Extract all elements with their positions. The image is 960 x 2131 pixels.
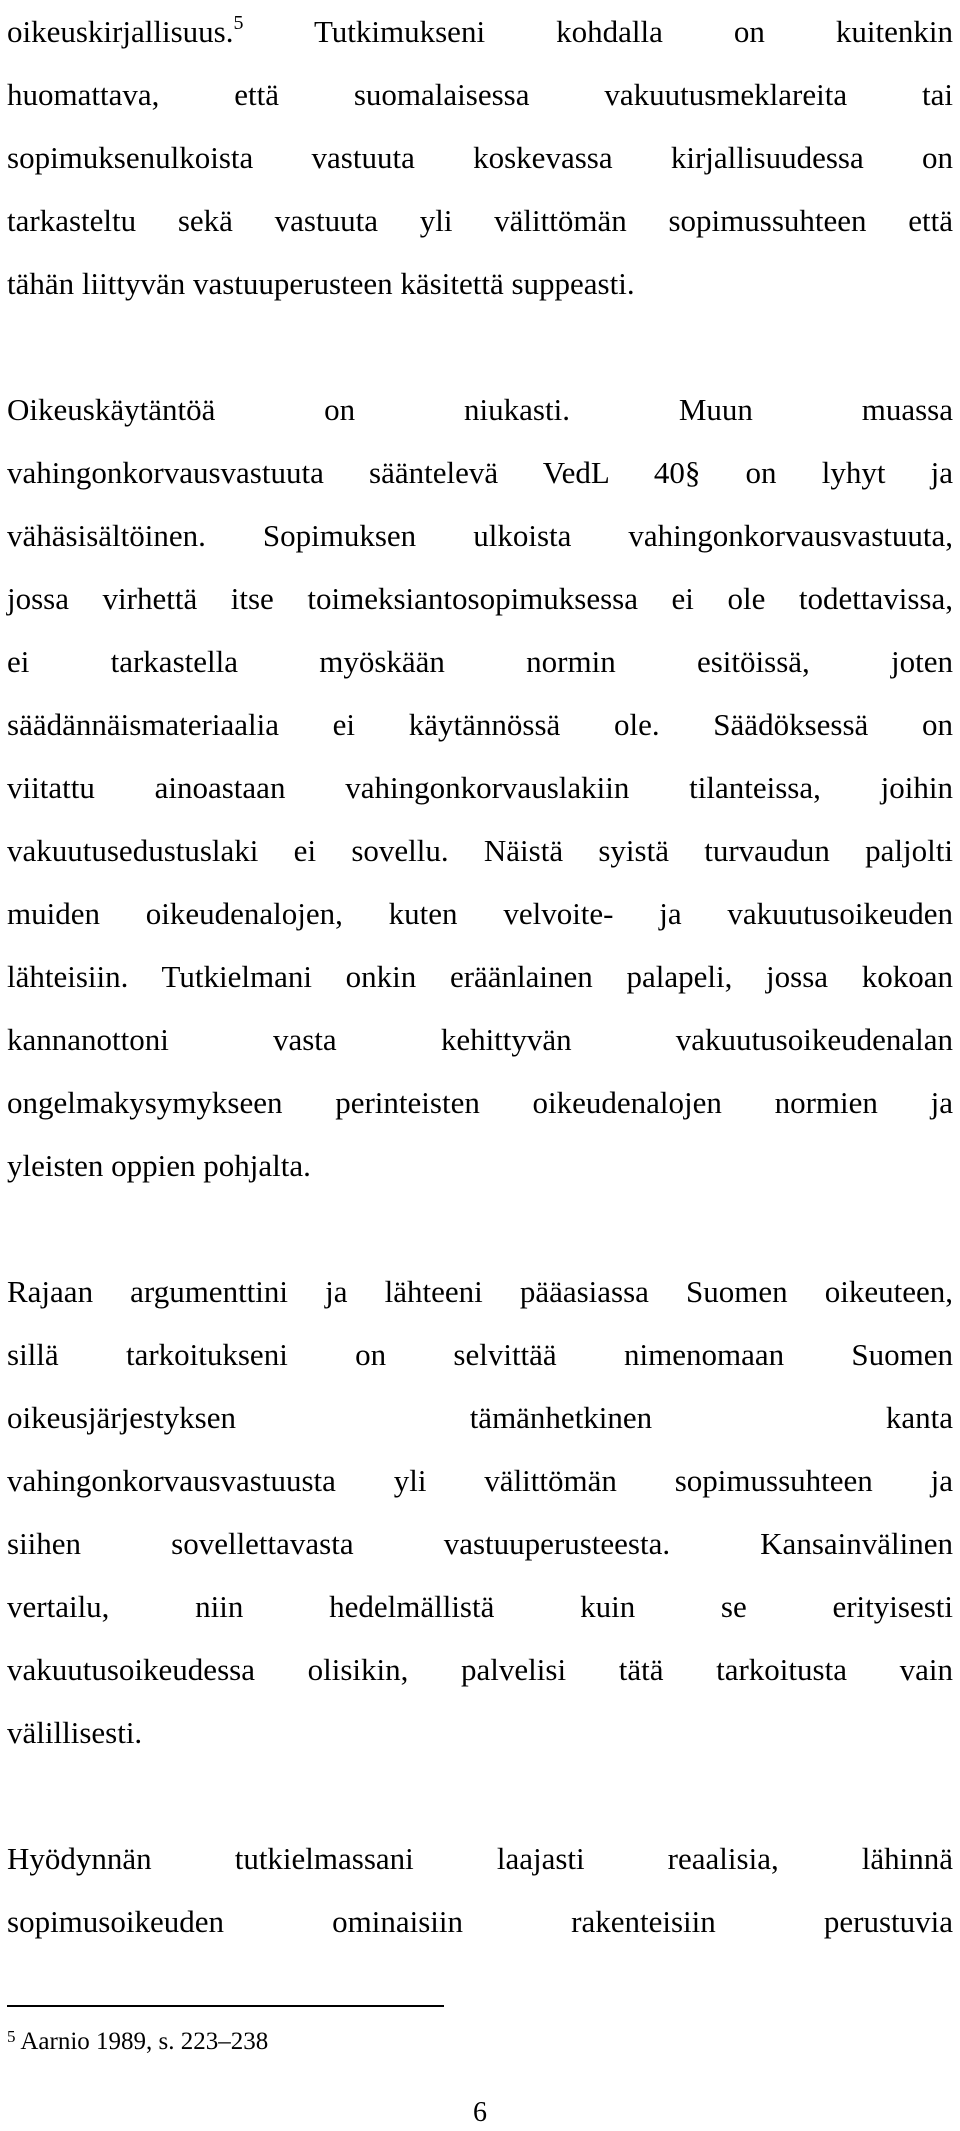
paragraph-line: vertailu, niin hedelmällistä kuin se erityisesti [7, 1589, 953, 1624]
paragraph-line: kannanottoni vasta kehittyvän vakuutusoikeudenalan [7, 1022, 953, 1057]
paragraph-line: vahingonkorvausvastuuta sääntelevä VedL 40§ on lyhyt ja [7, 455, 953, 490]
line-text: oikeuskirjallisuus. [7, 14, 234, 49]
paragraph-line: sopimuksenulkoista vastuuta koskevassa kirjallisuudessa on [7, 140, 953, 175]
paragraph-line [7, 0, 953, 63]
paragraph-4 [7, 1827, 953, 1953]
paragraph-line: yleisten oppien pohjalta. [7, 1148, 311, 1183]
paragraph-line: välillisesti. [7, 1715, 143, 1750]
paragraph-spacer [7, 315, 953, 378]
paragraph-line: tähän liittyvän vastuuperusteen käsitettä suppeasti. [7, 266, 635, 301]
footnote-separator [7, 2005, 444, 2007]
paragraph-line: viitattu ainoastaan vahingonkorvauslakiin tilanteissa, joihin [7, 770, 953, 805]
document-page [7, 0, 953, 1953]
paragraph-line: huomattava, että suomalaisessa vakuutusmeklareita tai [7, 77, 953, 112]
footnote-number: 5 [7, 2027, 16, 2046]
paragraph-line: lähteisiin. Tutkielmani onkin eräänlainen palapeli, jossa kokoan [7, 959, 953, 994]
line-text: Tutkimukseni kohdalla on kuitenkin [313, 14, 953, 49]
paragraph-line: Rajaan argumenttini ja lähteeni pääasiassa Suomen oikeuteen, [7, 1274, 953, 1309]
footnote-text: Aarnio 1989, s. 223–238 [20, 2028, 269, 2055]
paragraph-spacer [7, 1197, 953, 1260]
paragraph-line: ongelmakysymykseen perinteisten oikeudenalojen normien ja [7, 1085, 953, 1120]
paragraph-line: vähäsisältöinen. Sopimuksen ulkoista vahingonkorvausvastuuta, [7, 518, 953, 553]
paragraph-line: sopimusoikeuden ominaisiin rakenteisiin perustuvia [7, 1904, 953, 1939]
paragraph-line: ei tarkastella myöskään normin esitöissä, joten [7, 644, 953, 679]
footnote-reference: 5 [233, 12, 244, 34]
paragraph-1 [7, 0, 953, 315]
paragraph-line: vakuutusoikeudessa olisikin, palvelisi tätä tarkoitusta vain [7, 1652, 953, 1687]
paragraph-line: siihen sovellettavasta vastuuperusteesta. Kansainvälinen [7, 1526, 953, 1561]
paragraph-2 [7, 378, 953, 1197]
paragraph-line: sillä tarkoitukseni on selvittää nimenomaan Suomen [7, 1337, 953, 1372]
paragraph-line: jossa virhettä itse toimeksiantosopimuksessa ei ole todettavissa, [7, 581, 953, 616]
paragraph-line: vakuutusedustuslaki ei sovellu. Näistä syistä turvaudun paljolti [7, 833, 953, 868]
paragraph-line: oikeusjärjestyksen tämänhetkinen kanta [7, 1400, 953, 1435]
paragraph-line: Oikeuskäytäntöä on niukasti. Muun muassa [7, 392, 953, 427]
footnote [7, 2024, 268, 2060]
paragraph-line: Hyödynnän tutkielmassani laajasti reaalisia, lähinnä [7, 1841, 953, 1876]
paragraph-line: muiden oikeudenalojen, kuten velvoite- ja vakuutusoikeuden [7, 896, 953, 931]
paragraph-line: vahingonkorvausvastuusta yli välittömän sopimussuhteen ja [7, 1463, 953, 1498]
paragraph-3 [7, 1260, 953, 1764]
paragraph-spacer [7, 1764, 953, 1827]
paragraph-line: tarkasteltu sekä vastuuta yli välittömän sopimussuhteen että [7, 203, 953, 238]
paragraph-line: säädännäismateriaalia ei käytännössä ole. Säädöksessä on [7, 707, 953, 742]
page-number: 6 [473, 2097, 487, 2128]
